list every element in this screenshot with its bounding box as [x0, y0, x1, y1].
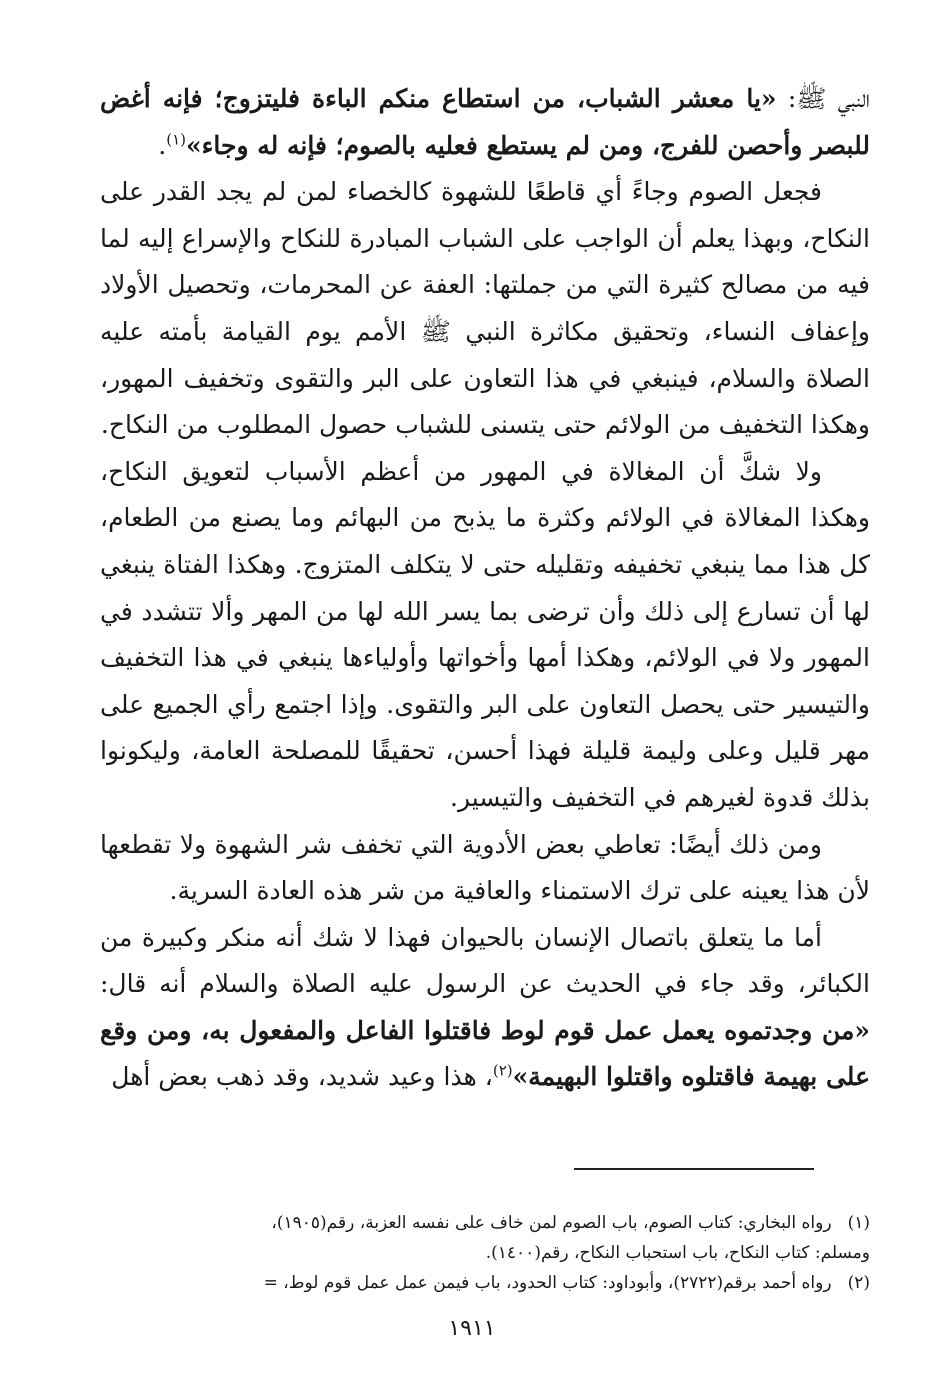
paragraph-5 — [100, 915, 870, 1101]
paragraph-2: فجعل الصوم وجاءً أي قاطعًا للشهوة كالخصاء لمن لم يجد القدر على النكاح، وبهذا يعلم أن الواجب على الشباب المبادرة للنكاح والإسراع إليه لما فيه من مصالح كثيرة التي من جملتها: العفة عن المحرمات، وتحصيل الأولاد وإعفاف النساء، وتحقيق مكاثرة النبي ﷺ الأمم يوم القيامة بأمته عليه الصلاة والسلام، فينبغي في هذا التعاون على البر والتقوى وتخفيف المهور، وهكذا التخفيف من الولائم حتى يتسنى للشباب حصول المطلوب من النكاح. — [100, 177, 870, 440]
footnote-text-1: رواه البخاري: كتاب الصوم، باب الصوم لمن خاف على نفسه العزبة، رقم(١٩٠٥)، — [271, 1213, 832, 1233]
main-text — [100, 76, 870, 1101]
footnote-1-continued: ومسلم: كتاب النكاح، باب استحباب النكاح، رقم(١٤٠٠). — [485, 1243, 870, 1263]
hadith-quote-1: «يا معشر الشباب، من استطاع منكم الباءة فليتزوج؛ فإنه أغض للبصر وأحصن للفرج، ومن لم يستطع فعليه بالصوم؛ فإنه له وجاء» — [100, 84, 870, 160]
footnote-1 — [82, 1208, 870, 1238]
footnote-text-2: رواه أحمد برقم(٢٧٢٢)، وأبوداود: كتاب الحدود، باب فيمن عمل عمل قوم لوط، = — [263, 1273, 832, 1293]
p5-intro: أما ما يتعلق باتصال الإنسان بالحيوان فهذا لا شك أنه منكر وكبيرة من الكبائر، وقد جاء في الحديث عن الرسول عليه الصلاة والسلام أنه قال: — [100, 922, 870, 999]
p1-intro: النبي ﷺ: — [776, 84, 870, 113]
paragraph-4: ومن ذلك أيضًا: تعاطي بعض الأدوية التي تخفف شر الشهوة ولا تقطعها لأن هذا يعينه على ترك الاستمناء والعافية من شر هذه العادة السرية. — [100, 829, 870, 906]
p1-end: . — [158, 130, 167, 160]
footnote-ref-2[interactable]: (٢) — [492, 1062, 513, 1081]
footnote-number-1: (١) — [847, 1213, 870, 1233]
page-number: ١٩١١ — [448, 1316, 496, 1341]
footnote-separator — [574, 1168, 814, 1170]
footnote-number-2: (٢) — [847, 1273, 870, 1293]
paragraph-1 — [100, 76, 870, 169]
footnote-ref-1[interactable]: (١) — [166, 130, 187, 149]
hadith-quote-2: «من وجدتموه يعمل عمل قوم لوط فاقتلوا الفاعل والمفعول به، ومن وقع على بهيمة فاقتلوه واقتلوا البهيمة» — [100, 1015, 870, 1092]
paragraph-3: ولا شكَّ أن المغالاة في المهور من أعظم الأسباب لتعويق النكاح، وهكذا المغالاة في الولائم وكثرة ما يذبح من البهائم وما يصنع من الطعام، كل هذا مما ينبغي تخفيفه وتقليله حتى لا يتكلف المتزوج. وهكذا الفتاة ينبغي لها أن تسارع إلى ذلك وأن ترضى بما يسر الله لها من المهر وألا تتشدد في المهور ولا في الولائم، وهكذا أمها وأخواتها وأولياءها ينبغي في هذا التخفيف والتيسير حتى يحصل التعاون على البر والتقوى. وإذا اجتمع رأي الجميع على مهر قليل وعلى وليمة قليلة فهذا أحسن، تحقيقًا للمصلحة العامة، وليكونوا بذلك قدوة لغيرهم في التخفيف والتيسير. — [100, 456, 870, 812]
p5-rest: ، هذا وعيد شديد، وقد ذهب بعض أهل — [111, 1062, 493, 1092]
footnote-2 — [82, 1268, 870, 1298]
footnotes — [82, 1208, 870, 1298]
